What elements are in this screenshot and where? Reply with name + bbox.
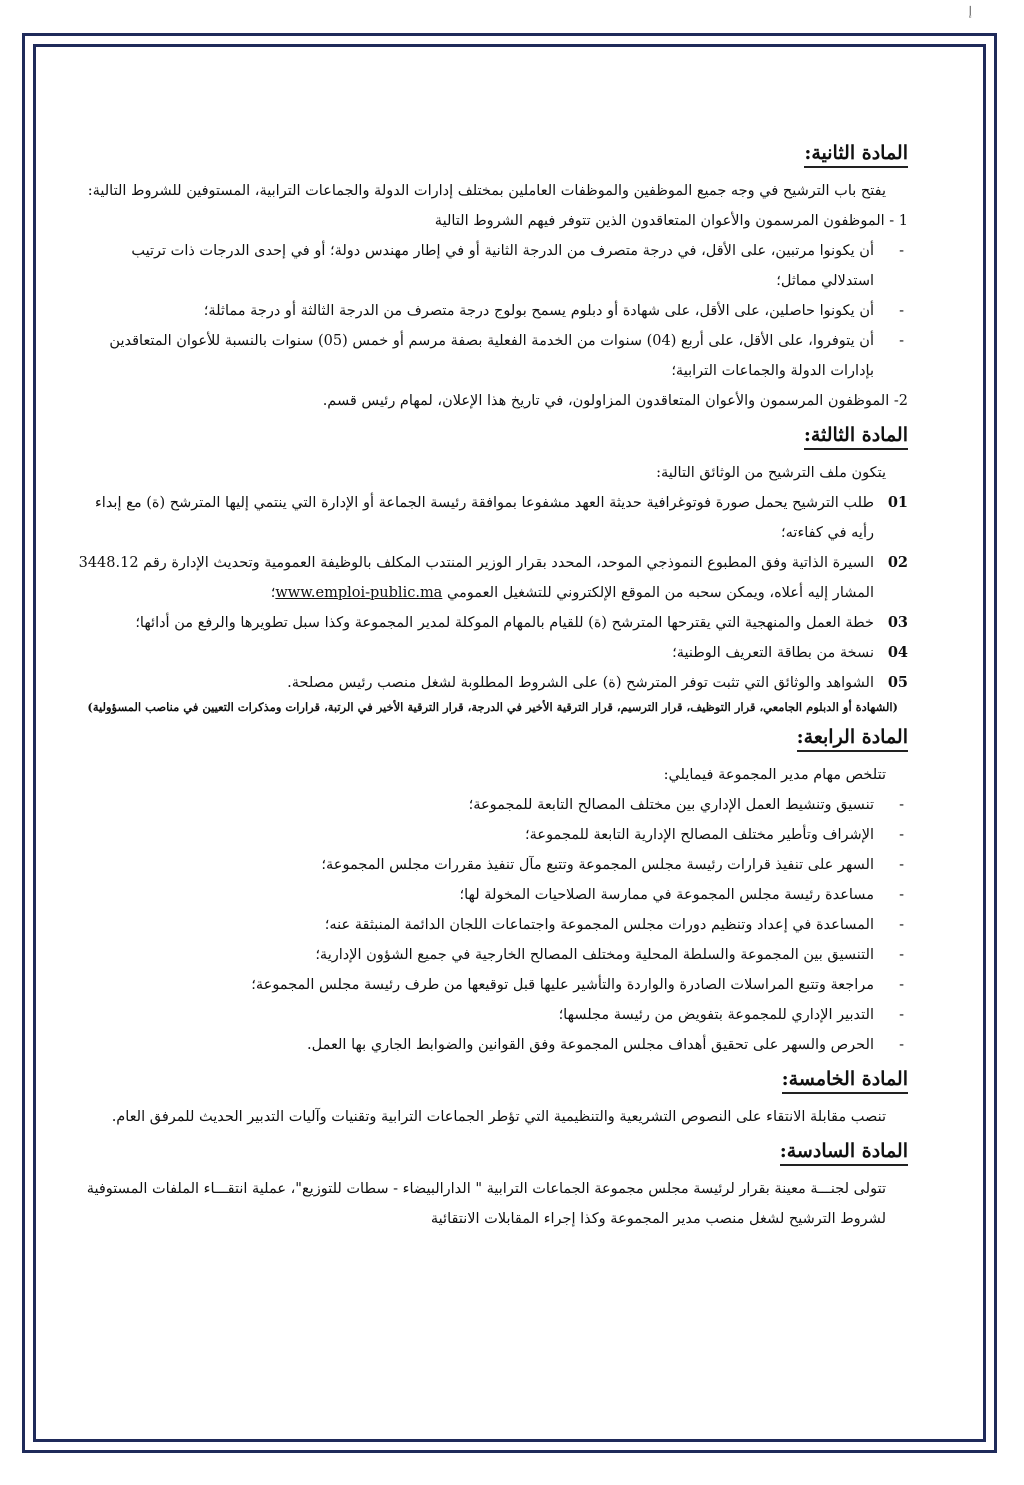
list-item: - السهر على تنفيذ قرارات رئيسة مجلس المجموعة وتتبع مآل تنفيذ مقررات مجلس المجموعة؛ [321,857,904,873]
corner-mark: ﺇ [968,4,972,18]
list-item: - التدبير الإداري للمجموعة بتفويض من رئيسة مجلسها؛ [558,1007,904,1023]
list-item: 04 نسخة من بطاقة التعريف الوطنية؛ [672,644,908,661]
document-body [76,138,908,1238]
article-5 [76,1064,908,1132]
article-2-conditions [76,236,908,386]
list-item: - المساعدة في إعداد وتنظيم دورات مجلس المجموعة واجتماعات اللجان الدائمة المنبثقة عنه؛ [324,917,904,933]
article-5-text: تنصب مقابلة الانتقاء على النصوص التشريعية والتنظيمية التي تؤطر الجماعات الترابية وتقنيات وآليات التدبير الحديث للمرفق العام. [111,1109,886,1125]
emploi-public-link[interactable]: www.emploi-public.ma [275,585,443,601]
list-item: - أن يكونوا حاصلين، على الأقل، على شهادة أو دبلوم يسمح بولوج درجة متصرف من الدرجة الثالثة أو درجة مماثلة؛ [203,303,904,319]
article-2-intro: يفتح باب الترشيح في وجه جميع الموظفين والموظفات العاملين بمختلف إدارات الدولة والجماعات الترابية، المستوفين للشروط التالية: [87,183,886,199]
list-item: - التنسيق بين المجموعة والسلطة المحلية ومختلف المصالح الخارجية في جميع الشؤون الإدارية؛ [315,947,904,963]
article-2 [76,138,908,416]
article-4-tasks [76,790,908,1060]
article-6-text: تتولى لجنـــة معينة بقرار لرئيسة مجلس مجموعة الجماعات الترابية " الدارالبيضاء - سطات للتوزيع"، عملية انتقـــاء الملفات المستوفية لشروط الترشيح لشغل منصب مدير المجموعة وكذا إجراء المقابلات الانتقائية [86,1181,886,1227]
list-item: 05 الشواهد والوثائق التي تثبت توفر المترشح (ة) على الشروط المطلوبة لشغل منصب رئيس مصلحة. [287,674,908,691]
article-2-heading: المادة الثانية: [804,142,908,168]
article-3-note: (الشهادة أو الدبلوم الجامعي، قرار التوظيف، قرار الترسيم، قرار الترقية الأخير في الدرجة، قرار الترقية الأخير في الرتبة، قرارات ومذكرات التعيين في مناصب المسؤولية) [87,700,898,714]
list-item: - مساعدة رئيسة مجلس المجموعة في ممارسة الصلاحيات المخولة لها؛ [459,887,904,903]
article-4 [76,722,908,1060]
list-item: 03 خطة العمل والمنهجية التي يقترحها المترشح (ة) للقيام بالمهام الموكلة لمدير المجموعة وكذا سبل تطويرها والرفع من أدائها؛ [135,614,908,631]
article-3-heading: المادة الثالثة: [804,424,908,450]
article-2-clause-1: 1 - الموظفون المرسمون والأعوان المتعاقدون الذين تتوفر فيهم الشروط التالية [434,213,908,229]
article-3-intro: يتكون ملف الترشيح من الوثائق التالية: [656,465,886,481]
article-5-heading: المادة الخامسة: [782,1068,908,1094]
list-item: - أن يكونوا مرتبين، على الأقل، في درجة متصرف من الدرجة الثانية أو في إطار مهندس دولة؛ أو في إحدى الدرجات ذات ترتيب استدلالي مماثل؛ [131,243,904,289]
article-3 [76,420,908,716]
list-item: - الحرص والسهر على تحقيق أهداف مجلس المجموعة وفق القوانين والضوابط الجاري بها العمل. [307,1037,904,1053]
article-2-clause-2: 2- الموظفون المرسمون والأعوان المتعاقدون المزاولون، في تاريخ هذا الإعلان، لمهام رئيس قسم. [322,393,908,409]
list-item: 01 طلب الترشيح يحمل صورة فوتوغرافية حديثة العهد مشفوعا بموافقة رئيسة الجماعة أو الإدارة التي ينتمي إليها المترشح (ة) مع إبداء رأيه في كفاءته؛ [94,494,908,541]
article-4-heading: المادة الرابعة: [797,726,908,752]
list-item: - مراجعة وتتبع المراسلات الصادرة والواردة والتأشير عليها قبل توقيعها من طرف رئيسة مجلس المجموعة؛ [251,977,904,993]
list-item: - تنسيق وتنشيط العمل الإداري بين مختلف المصالح التابعة للمجموعة؛ [468,797,904,813]
list-item: 02 السيرة الذاتية وفق المطبوع النموذجي الموحد، المحدد بقرار الوزير المنتدب المكلف بالوظيفة العمومية وتحديث الإدارة رقم 3448.12 المشار إليه أعلاه، ويمكن سحبه من الموقع الإلكتروني للتشغيل العمومي www.emploi-public.ma؛ [78,554,908,601]
article-4-intro: تتلخص مهام مدير المجموعة فيمايلي: [663,767,886,783]
list-item: - أن يتوفروا، على الأقل، على أربع (04) سنوات من الخدمة الفعلية بصفة مرسم أو خمس (05) سنوات بالنسبة للأعوان المتعاقدين بإدارات الدولة والجماعات الترابية؛ [109,333,904,379]
list-item: - الإشراف وتأطير مختلف المصالح الإدارية التابعة للمجموعة؛ [525,827,904,843]
article-6 [76,1136,908,1234]
article-6-heading: المادة السادسة: [780,1140,908,1166]
